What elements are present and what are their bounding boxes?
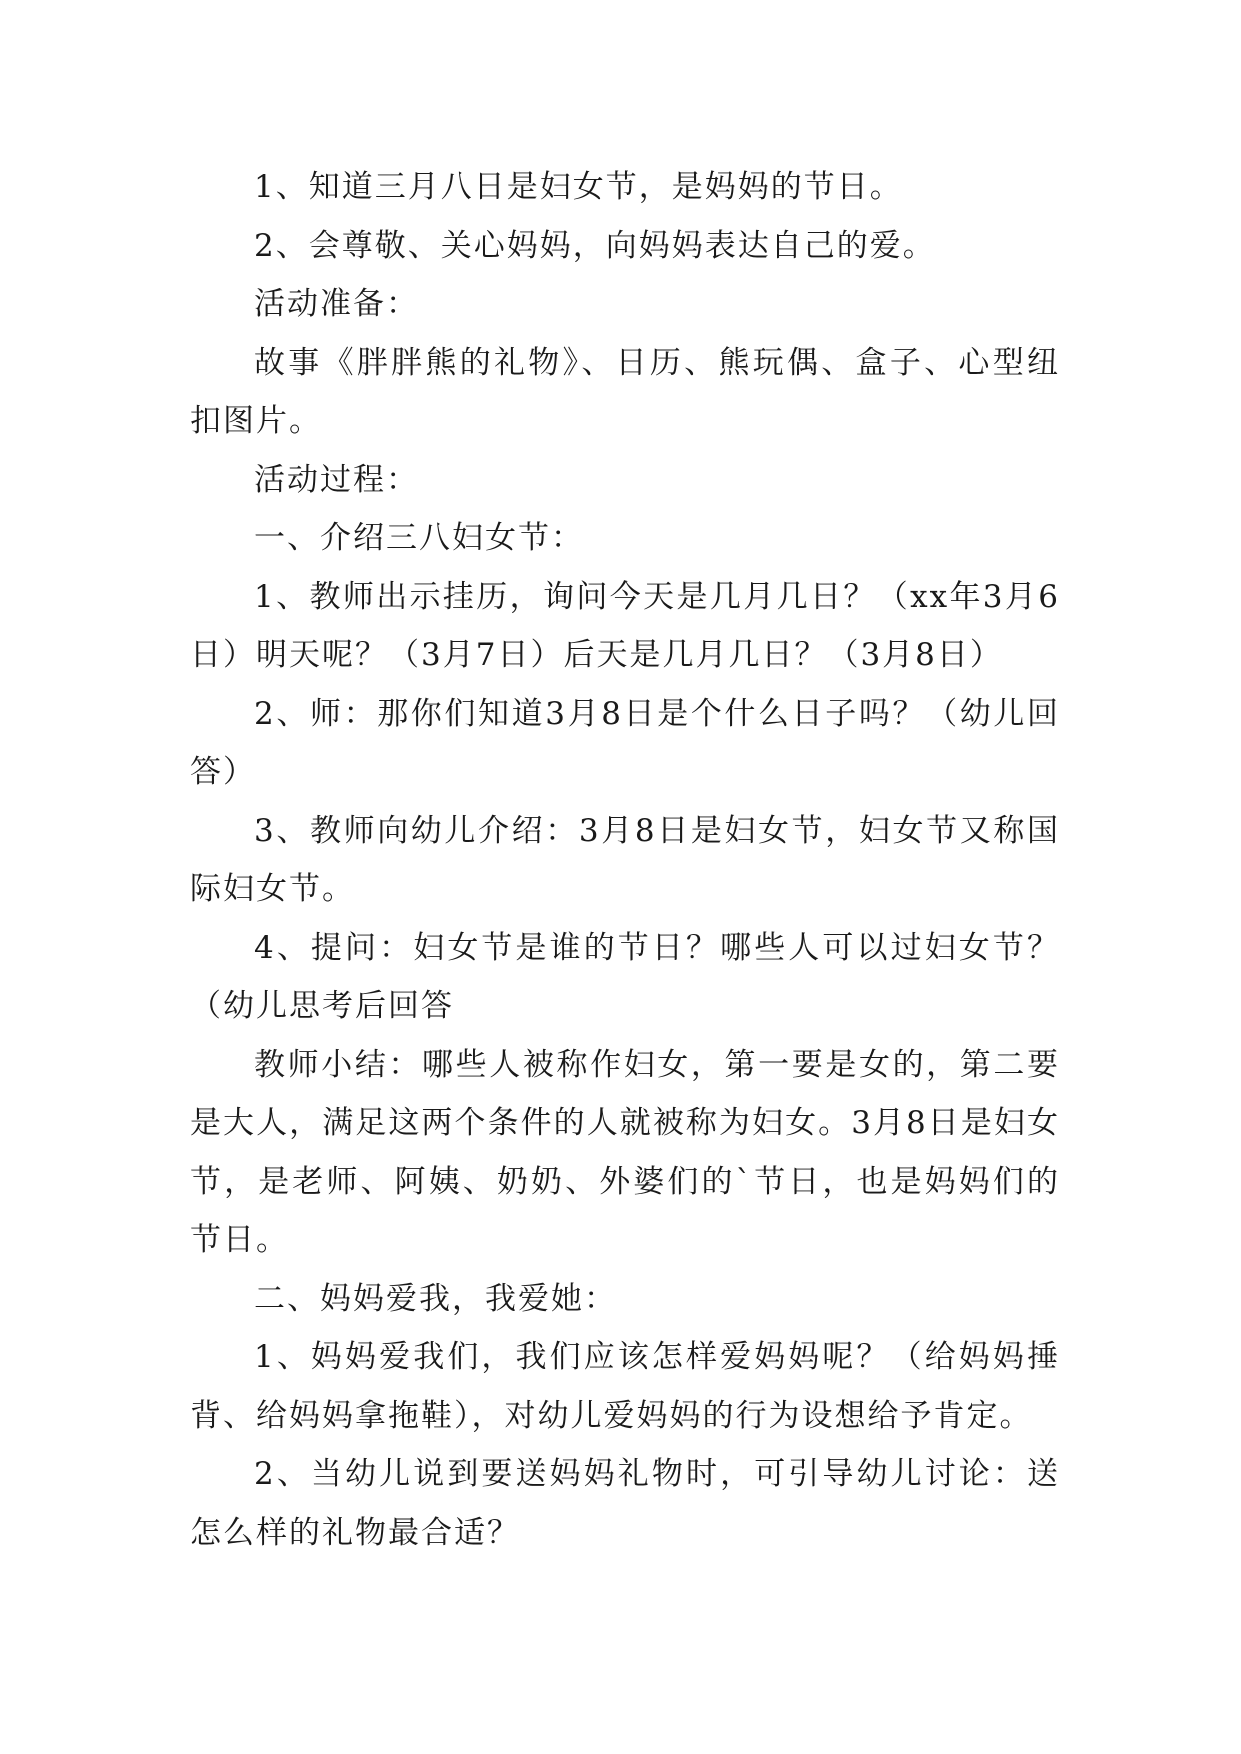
paragraph-goal-1: 1、知道三月八日是妇女节，是妈妈的节日。 <box>254 169 903 205</box>
paragraph-step-4: 4、提问：妇女节是谁的节日？哪些人可以过妇女节？（幼儿思考后回答 <box>190 929 1060 1024</box>
document-body <box>190 158 1060 1562</box>
heading-section-one: 一、介绍三八妇女节： <box>254 520 584 556</box>
paragraph-goal-2: 2、会尊敬、关心妈妈，向妈妈表达自己的爱。 <box>254 227 936 264</box>
paragraph-teacher-summary: 教师小结：哪些人被称作妇女，第一要是女的，第二要是大人，满足这两个条件的人就被称为妇女。3月8日是妇女节，是老师、阿姨、奶奶、外婆们的`节日，也是妈妈们的节日。 <box>190 1046 1060 1258</box>
paragraph-love-step-1: 1、妈妈爱我们，我们应该怎样爱妈妈呢？（给妈妈捶背、给妈妈拿拖鞋），对幼儿爱妈妈的行为设想给予肯定。 <box>190 1339 1060 1434</box>
paragraph-step-2: 2、师：那你们知道3月8日是个什么日子吗？（幼儿回答） <box>190 695 1060 790</box>
heading-activity-preparation: 活动准备： <box>254 286 419 322</box>
paragraph-step-3: 3、教师向幼儿介绍：3月8日是妇女节，妇女节又称国际妇女节。 <box>190 812 1060 907</box>
paragraph-love-step-2: 2、当幼儿说到要送妈妈礼物时，可引导幼儿讨论：送怎么样的礼物最合适？ <box>190 1456 1060 1551</box>
paragraph-preparation-materials: 故事《胖胖熊的礼物》、日历、熊玩偶、盒子、心型纽扣图片。 <box>190 344 1060 439</box>
heading-activity-process: 活动过程： <box>254 461 419 498</box>
heading-section-two: 二、妈妈爱我，我爱她： <box>254 1280 617 1317</box>
paragraph-step-1: 1、教师出示挂历，询问今天是几月几日？（xx年3月6日）明天呢？（3月7日）后天是几月几日？（3月8日） <box>190 578 1060 673</box>
